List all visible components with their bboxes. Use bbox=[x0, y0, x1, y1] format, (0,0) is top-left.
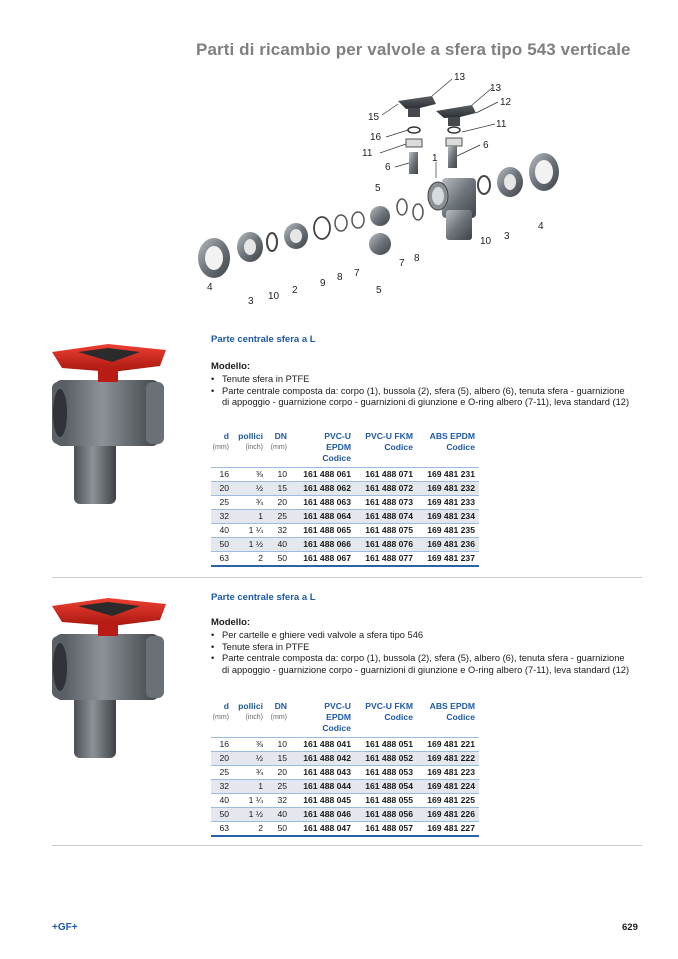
cell-code: 161 488 065 bbox=[291, 524, 355, 538]
callout-13b: 13 bbox=[490, 83, 502, 94]
callout-7a: 7 bbox=[399, 258, 405, 269]
cell-code: 161 488 071 bbox=[355, 468, 417, 482]
cell-d: 16 bbox=[211, 738, 233, 752]
callout-9: 9 bbox=[320, 278, 326, 289]
cell-code: 161 488 074 bbox=[355, 510, 417, 524]
cell-dn: 25 bbox=[267, 510, 291, 524]
cell-dn: 32 bbox=[267, 794, 291, 808]
cell-code: 169 481 221 bbox=[417, 738, 479, 752]
cell-dn: 20 bbox=[267, 496, 291, 510]
cell-code: 161 488 073 bbox=[355, 496, 417, 510]
cell-code: 161 488 067 bbox=[291, 552, 355, 567]
cell-pollici: 1 ½ bbox=[233, 538, 267, 552]
cell-code: 169 481 222 bbox=[417, 752, 479, 766]
table-row bbox=[211, 794, 479, 808]
lever-handle-right bbox=[436, 105, 476, 126]
cell-d: 50 bbox=[211, 538, 233, 552]
table-row bbox=[211, 468, 479, 482]
callout-8a: 8 bbox=[414, 253, 420, 264]
cell-code: 161 488 062 bbox=[291, 482, 355, 496]
col-header-pvcu-epdm: PVC-U EPDM Codice bbox=[322, 431, 351, 463]
cell-code: 169 481 233 bbox=[417, 496, 479, 510]
valve-image-2 bbox=[48, 592, 172, 760]
section-1-model-label: Modello: bbox=[211, 361, 251, 372]
cell-d: 63 bbox=[211, 552, 233, 567]
cell-code: 169 481 226 bbox=[417, 808, 479, 822]
section-1-bullet: • Tenute sfera in PTFE bbox=[211, 374, 631, 386]
valve-image-1 bbox=[48, 338, 172, 506]
cell-pollici: ½ bbox=[233, 752, 267, 766]
table-row bbox=[211, 538, 479, 552]
cell-code: 161 488 066 bbox=[291, 538, 355, 552]
lever-handle-left bbox=[398, 96, 436, 117]
cell-code: 161 488 061 bbox=[291, 468, 355, 482]
cell-dn: 10 bbox=[267, 738, 291, 752]
cell-dn: 40 bbox=[267, 808, 291, 822]
cell-pollici: 1 ¼ bbox=[233, 794, 267, 808]
callout-5b: 5 bbox=[376, 285, 382, 296]
col-header-abs-epdm: ABS EPDM Codice bbox=[429, 431, 475, 452]
page-number: 629 bbox=[622, 922, 638, 933]
cell-code: 169 481 232 bbox=[417, 482, 479, 496]
cell-pollici: 1 ¼ bbox=[233, 524, 267, 538]
cell-d: 32 bbox=[211, 780, 233, 794]
callout-6b: 6 bbox=[385, 162, 391, 173]
table-row bbox=[211, 822, 479, 837]
page-title: Parti di ricambio per valvole a sfera tipo 543 verticale bbox=[196, 40, 631, 59]
cell-d: 40 bbox=[211, 794, 233, 808]
cell-pollici: 1 bbox=[233, 510, 267, 524]
cell-d: 40 bbox=[211, 524, 233, 538]
col-header-abs-epdm: ABS EPDM Codice bbox=[429, 701, 475, 722]
table-row bbox=[211, 780, 479, 794]
table-row bbox=[211, 524, 479, 538]
cell-pollici: 1 ½ bbox=[233, 808, 267, 822]
table-row bbox=[211, 738, 479, 752]
valve-body bbox=[428, 178, 476, 240]
cell-d: 25 bbox=[211, 496, 233, 510]
cell-d: 32 bbox=[211, 510, 233, 524]
cell-d: 25 bbox=[211, 766, 233, 780]
section-divider bbox=[52, 577, 642, 578]
callout-7b: 7 bbox=[354, 268, 360, 279]
cell-code: 161 488 076 bbox=[355, 538, 417, 552]
section-1-bullets bbox=[211, 374, 631, 409]
cell-pollici: 2 bbox=[233, 822, 267, 837]
cell-d: 20 bbox=[211, 752, 233, 766]
col-header-pollici: pollici (inch) bbox=[238, 431, 263, 451]
col-header-dn: DN (mm) bbox=[270, 701, 287, 721]
cell-pollici: ⅜ bbox=[233, 738, 267, 752]
cell-code: 161 488 052 bbox=[355, 752, 417, 766]
table-row bbox=[211, 752, 479, 766]
cell-code: 161 488 053 bbox=[355, 766, 417, 780]
callout-16: 16 bbox=[370, 132, 382, 143]
table-row bbox=[211, 552, 479, 567]
table-row bbox=[211, 808, 479, 822]
section-2-bullet: • Per cartelle e ghiere vedi valvole a sfera tipo 546 bbox=[211, 630, 631, 642]
cell-d: 20 bbox=[211, 482, 233, 496]
cell-d: 50 bbox=[211, 808, 233, 822]
section-1-bullet: • Parte centrale composta da: corpo (1), bussola (2), sfera (5), albero (6), tenuta sfera - guarnizione di appoggio - guarnizione corpo - guarnizioni di giunzione e O-ring albero (7-11), leva standard (12) bbox=[211, 386, 631, 409]
table-row bbox=[211, 482, 479, 496]
cell-code: 169 481 225 bbox=[417, 794, 479, 808]
cell-code: 161 488 045 bbox=[291, 794, 355, 808]
cell-code: 161 488 072 bbox=[355, 482, 417, 496]
cell-code: 161 488 063 bbox=[291, 496, 355, 510]
callout-10a: 10 bbox=[480, 236, 492, 247]
col-header-pvcu-fkm: PVC-U FKM Codice bbox=[365, 431, 413, 452]
section-2-bullets bbox=[211, 630, 631, 676]
cell-code: 161 488 041 bbox=[291, 738, 355, 752]
cell-d: 63 bbox=[211, 822, 233, 837]
cell-pollici: ½ bbox=[233, 482, 267, 496]
cell-code: 161 488 056 bbox=[355, 808, 417, 822]
cell-code: 169 481 224 bbox=[417, 780, 479, 794]
callout-15: 15 bbox=[368, 112, 380, 123]
section-2-bullet: • Parte centrale composta da: corpo (1), bussola (2), sfera (5), albero (6), tenuta sfera - guarnizione di appoggio - guarnizione corpo - guarnizioni di giunzione e O-ring albero (7-11), leva standard (12) bbox=[211, 653, 631, 676]
callout-5a: 5 bbox=[375, 183, 381, 194]
callout-4a: 4 bbox=[538, 221, 544, 232]
cell-dn: 32 bbox=[267, 524, 291, 538]
cell-code: 161 488 046 bbox=[291, 808, 355, 822]
col-header-dn: DN (mm) bbox=[270, 431, 287, 451]
cell-pollici: 1 bbox=[233, 780, 267, 794]
cell-pollici: ¾ bbox=[233, 766, 267, 780]
cell-code: 161 488 075 bbox=[355, 524, 417, 538]
gf-logo: +GF+ bbox=[52, 922, 78, 933]
callout-3a: 3 bbox=[504, 231, 510, 242]
section-1-title: Parte centrale sfera a L bbox=[211, 334, 316, 345]
exploded-diagram bbox=[180, 60, 600, 320]
cell-code: 161 488 043 bbox=[291, 766, 355, 780]
cell-pollici: ⅜ bbox=[233, 468, 267, 482]
cell-code: 169 481 235 bbox=[417, 524, 479, 538]
col-header-d: d (mm) bbox=[212, 701, 229, 721]
section-2-bullet: • Tenute sfera in PTFE bbox=[211, 642, 631, 654]
callout-8b: 8 bbox=[337, 272, 343, 283]
cell-code: 161 488 057 bbox=[355, 822, 417, 837]
section-2-table bbox=[211, 701, 479, 837]
cell-dn: 40 bbox=[267, 538, 291, 552]
callout-13a: 13 bbox=[454, 72, 466, 83]
callout-10b: 10 bbox=[268, 291, 280, 302]
cell-pollici: ¾ bbox=[233, 496, 267, 510]
callout-2: 2 bbox=[292, 285, 298, 296]
section-2-model-label: Modello: bbox=[211, 617, 251, 628]
cell-dn: 25 bbox=[267, 780, 291, 794]
cell-dn: 15 bbox=[267, 752, 291, 766]
section-1-table bbox=[211, 431, 479, 567]
cell-code: 169 481 223 bbox=[417, 766, 479, 780]
cell-code: 161 488 051 bbox=[355, 738, 417, 752]
section-divider bbox=[52, 845, 642, 846]
cell-code: 169 481 237 bbox=[417, 552, 479, 567]
col-header-d: d (mm) bbox=[212, 431, 229, 451]
cell-code: 161 488 055 bbox=[355, 794, 417, 808]
cell-code: 169 481 227 bbox=[417, 822, 479, 837]
callout-4b: 4 bbox=[207, 282, 213, 293]
cell-code: 169 481 236 bbox=[417, 538, 479, 552]
callout-3b: 3 bbox=[248, 296, 254, 307]
col-header-pollici: pollici (inch) bbox=[238, 701, 263, 721]
cell-code: 161 488 044 bbox=[291, 780, 355, 794]
cell-code: 169 481 234 bbox=[417, 510, 479, 524]
table-row bbox=[211, 496, 479, 510]
table-row bbox=[211, 510, 479, 524]
cell-dn: 20 bbox=[267, 766, 291, 780]
cell-dn: 50 bbox=[267, 822, 291, 837]
cell-dn: 15 bbox=[267, 482, 291, 496]
cell-code: 161 488 054 bbox=[355, 780, 417, 794]
col-header-pvcu-epdm: PVC-U EPDM Codice bbox=[322, 701, 351, 733]
callout-11a: 11 bbox=[496, 119, 507, 130]
cell-code: 161 488 042 bbox=[291, 752, 355, 766]
col-header-pvcu-fkm: PVC-U FKM Codice bbox=[365, 701, 413, 722]
cell-code: 169 481 231 bbox=[417, 468, 479, 482]
callout-12: 12 bbox=[500, 97, 512, 108]
table-row bbox=[211, 766, 479, 780]
callout-1: 1 bbox=[432, 153, 438, 164]
cell-code: 161 488 064 bbox=[291, 510, 355, 524]
cell-dn: 10 bbox=[267, 468, 291, 482]
section-2-title: Parte centrale sfera a L bbox=[211, 592, 316, 603]
cell-code: 161 488 077 bbox=[355, 552, 417, 567]
cell-dn: 50 bbox=[267, 552, 291, 567]
cell-d: 16 bbox=[211, 468, 233, 482]
cell-pollici: 2 bbox=[233, 552, 267, 567]
cell-code: 161 488 047 bbox=[291, 822, 355, 837]
callout-11b: 11 bbox=[362, 148, 373, 159]
callout-6a: 6 bbox=[483, 140, 489, 151]
